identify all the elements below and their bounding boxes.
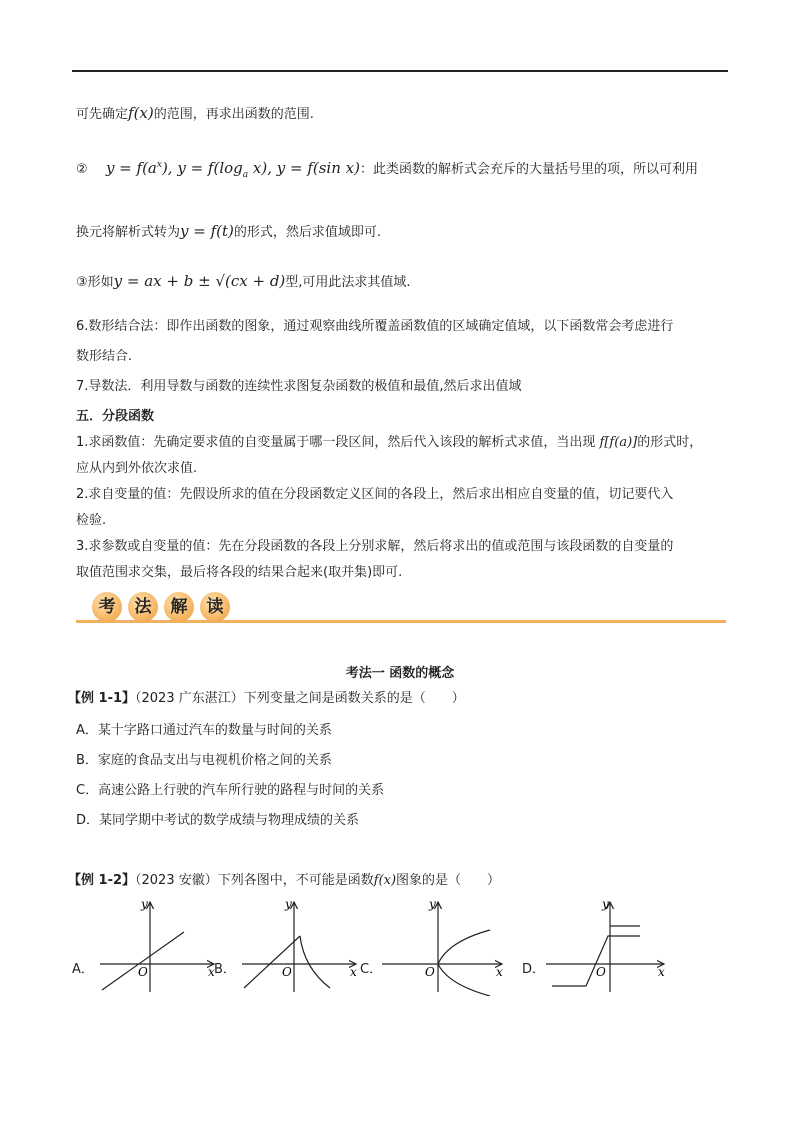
origin-label: O bbox=[138, 965, 148, 979]
text-s2a: 2.求自变量的值：先假设所求的值在分段函数定义区间的各段上，然后求出相应自变量的值，切记要代入 bbox=[76, 487, 674, 502]
text-s2b: 检验. bbox=[76, 513, 107, 528]
item-number: ② bbox=[76, 162, 88, 177]
math-expression: y = f(t) bbox=[180, 222, 234, 240]
option-b: B．家庭的食品支出与电视机价格之间的关系 bbox=[76, 753, 332, 768]
banner-char: 读 bbox=[200, 592, 230, 622]
x-label: x bbox=[208, 965, 215, 979]
math-expression: y = ax + b ± √(cx + d) bbox=[113, 272, 286, 290]
section-heading: 五．分段函数 bbox=[76, 409, 155, 424]
curve bbox=[300, 936, 330, 988]
graph-label-d: D． bbox=[522, 962, 546, 977]
text-span: 型,可用此法求其值域. bbox=[285, 275, 411, 290]
x-label: x bbox=[350, 965, 357, 979]
text-span: 的范围，再求出函数的范围. bbox=[153, 107, 314, 122]
text-span: ：此类函数的解析式会充斥的大量括号里的项，所以可利用 bbox=[359, 162, 698, 177]
text-line-3 bbox=[76, 222, 381, 242]
curve bbox=[244, 936, 300, 988]
graph-a bbox=[90, 896, 220, 996]
origin-label: O bbox=[596, 965, 606, 979]
example-1-1-heading: 【例 1-1】（2023 广东湛江）下列变量之间是函数关系的是（ ） bbox=[68, 691, 465, 706]
text-line-4 bbox=[76, 272, 411, 292]
text-span: 可先确定 bbox=[76, 107, 129, 122]
text-line-5a: 6.数形结合法：即作出函数的图象，通过观察曲线所覆盖函数值的区域确定值域，以下函数常会考虑进行 bbox=[76, 319, 674, 334]
banner-char: 考 bbox=[92, 592, 122, 622]
x-label: x bbox=[496, 965, 503, 979]
y-label: y bbox=[285, 897, 292, 911]
x-label: x bbox=[658, 965, 665, 979]
graph-label-b: B． bbox=[214, 962, 236, 977]
text-span: 的形式，然后求值域即可. bbox=[233, 225, 382, 240]
option-a: A．某十字路口通过汽车的数量与时间的关系 bbox=[76, 723, 332, 738]
curve bbox=[438, 930, 490, 996]
curve bbox=[102, 932, 184, 990]
text-span: ③形如 bbox=[76, 275, 114, 290]
text-line-5b: 数形结合. bbox=[76, 349, 133, 364]
graph-d bbox=[540, 896, 670, 996]
origin-label: O bbox=[425, 965, 435, 979]
y-label: y bbox=[141, 897, 148, 911]
banner-char: 法 bbox=[128, 592, 158, 622]
text-s1b: 应从内到外依次求值. bbox=[76, 461, 198, 476]
banner-char: 解 bbox=[164, 592, 194, 622]
origin-label: O bbox=[282, 965, 292, 979]
option-c: C．高速公路上行驶的汽车所行驶的路程与时间的关系 bbox=[76, 783, 385, 798]
graph-label-a: A． bbox=[72, 962, 94, 977]
math-expression: $y = f(a^x)$, $y = f(\log_a$ x), y = f(sin x) bbox=[105, 159, 360, 180]
text-s3a: 3.求参数或自变量的值：先在分段函数的各段上分别求解，然后将求出的值或范围与该段函数的自变量的 bbox=[76, 539, 674, 554]
y-label: y bbox=[602, 897, 609, 911]
y-label: y bbox=[429, 897, 436, 911]
header-rule bbox=[72, 70, 728, 72]
text-s1a: 1.求函数值：先确定要求值的自变量属于哪一段区间，然后代入该段的解析式求值，当出现 f[f(a)]的形式时， bbox=[76, 435, 703, 450]
section-title: 考法一 函数的概念 bbox=[345, 666, 455, 681]
option-d: D．某同学期中考试的数学成绩与物理成绩的关系 bbox=[76, 813, 360, 828]
graph-b bbox=[232, 896, 362, 996]
text-line-1 bbox=[76, 104, 314, 124]
text-line-2 bbox=[76, 156, 698, 184]
text-line-6: 7.导数法．利用导数与函数的连续性求图复杂函数的极值和最值,然后求出值域 bbox=[76, 379, 522, 394]
math-fx: f(x) bbox=[128, 104, 154, 122]
text-s3b: 取值范围求交集，最后将各段的结果合起来(取并集)即可. bbox=[76, 565, 403, 580]
section-banner bbox=[76, 590, 726, 626]
graph-label-c: C． bbox=[360, 962, 383, 977]
text-span: 换元将解析式转为 bbox=[76, 225, 181, 240]
example-1-2-heading: 【例 1-2】（2023 安徽）下列各图中，不可能是函数f(x)图象的是（ ） bbox=[68, 873, 501, 888]
graph-c bbox=[378, 896, 508, 996]
